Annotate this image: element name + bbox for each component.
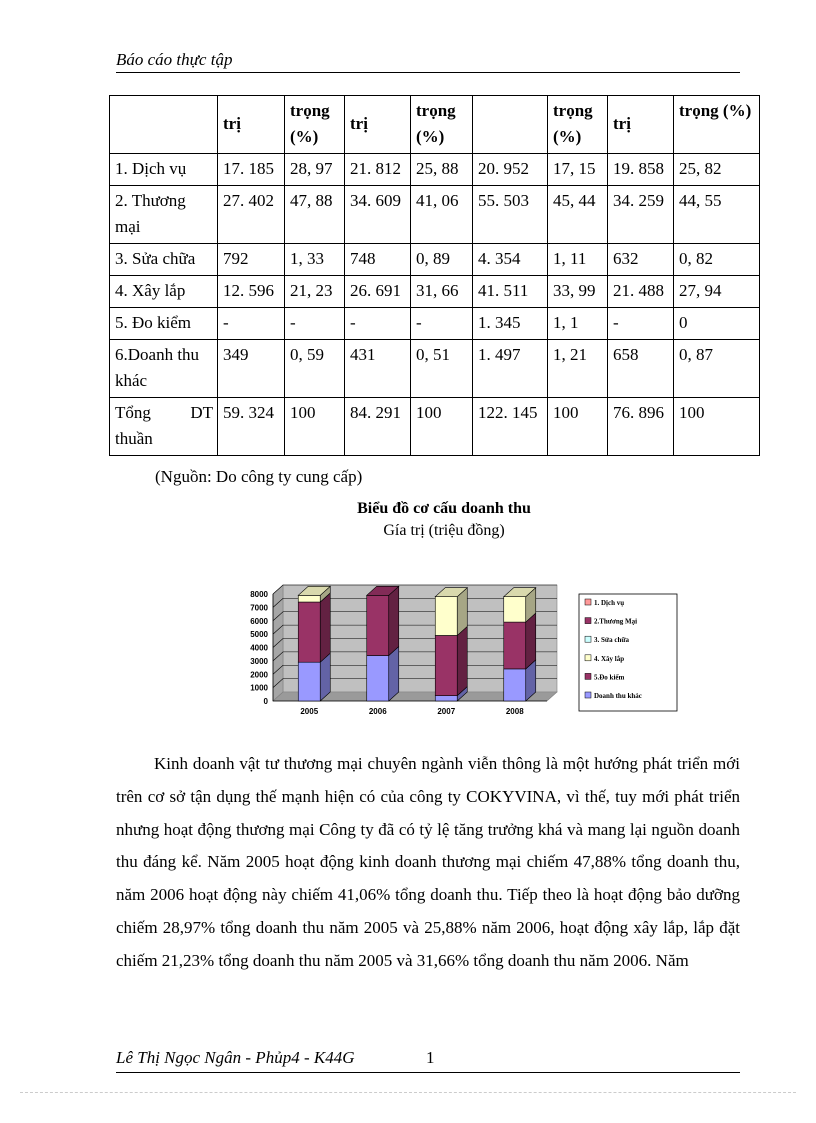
value-cell: 0, 51 xyxy=(411,340,473,398)
header-cell: trọng (%) xyxy=(548,96,608,154)
row-label-cell: Tổng DT thuần xyxy=(110,398,218,456)
header-cell: trị xyxy=(218,96,285,154)
chart-title: Biểu đồ cơ cấu doanh thu xyxy=(357,500,531,517)
source-note: (Nguồn: Do công ty cung cấp) xyxy=(155,467,363,486)
legend-swatch xyxy=(585,636,591,642)
header-cell xyxy=(473,96,548,154)
body-text xyxy=(116,748,740,978)
bar-segment-side xyxy=(389,586,399,655)
bar-segment xyxy=(367,595,389,655)
bar-segment xyxy=(298,595,320,602)
value-cell: 59. 324 xyxy=(218,398,285,456)
bar-segment-side xyxy=(389,647,399,701)
value-cell: 41, 06 xyxy=(411,186,473,244)
value-cell: - xyxy=(345,308,411,340)
table-row xyxy=(110,398,760,456)
value-cell: 1. 345 xyxy=(473,308,548,340)
footer-author: Lê Thị Ngọc Ngân - Phủp4 - K44G xyxy=(116,1048,355,1067)
bar-segment xyxy=(367,656,389,701)
bar-segment xyxy=(298,662,320,701)
chart-subtitle: Gía trị (triệu đồng) xyxy=(383,522,505,539)
header-cell: trọng (%) xyxy=(411,96,473,154)
page-footer xyxy=(116,1048,740,1073)
value-cell: - xyxy=(285,308,345,340)
value-cell: - xyxy=(218,308,285,340)
revenue-structure-chart xyxy=(237,580,682,725)
value-cell: 0, 89 xyxy=(411,244,473,276)
table-row xyxy=(110,244,760,276)
table-row xyxy=(110,340,760,398)
value-cell: 100 xyxy=(411,398,473,456)
value-cell: 1, 33 xyxy=(285,244,345,276)
value-cell: 25, 82 xyxy=(674,154,760,186)
row-label-cell: 4. Xây lắp xyxy=(110,276,218,308)
legend-swatch xyxy=(585,673,591,679)
header-cell: trị xyxy=(345,96,411,154)
x-tick-label: 2007 xyxy=(437,707,456,716)
value-cell: 21. 812 xyxy=(345,154,411,186)
y-tick-label: 4000 xyxy=(250,643,268,653)
bar-segment xyxy=(435,635,457,695)
value-cell: 44, 55 xyxy=(674,186,760,244)
y-tick-label: 6000 xyxy=(250,616,268,626)
value-cell: 28, 97 xyxy=(285,154,345,186)
value-cell: 47, 88 xyxy=(285,186,345,244)
value-cell: 31, 66 xyxy=(411,276,473,308)
value-cell: 1. 497 xyxy=(473,340,548,398)
row-label-cell: 6.Doanh thu khác xyxy=(110,340,218,398)
value-cell: 349 xyxy=(218,340,285,398)
row-label-cell: 5. Đo kiểm xyxy=(110,308,218,340)
legend-label: Doanh thu khác xyxy=(594,692,642,700)
page-edge-divider xyxy=(20,1092,796,1093)
header-cell xyxy=(110,96,218,154)
legend-label: 1. Dịch vụ xyxy=(594,599,625,607)
y-tick-label: 8000 xyxy=(250,590,268,599)
table-body xyxy=(110,154,760,456)
value-cell: 26. 691 xyxy=(345,276,411,308)
value-cell: 21. 488 xyxy=(608,276,674,308)
value-cell: 748 xyxy=(345,244,411,276)
legend-swatch xyxy=(585,599,591,605)
chart-svg xyxy=(237,580,682,725)
page-number: 1 xyxy=(426,1048,435,1067)
table-row xyxy=(110,308,760,340)
value-cell: 658 xyxy=(608,340,674,398)
value-cell: 12. 596 xyxy=(218,276,285,308)
legend-swatch xyxy=(585,692,591,698)
table-row xyxy=(110,154,760,186)
value-cell: 17. 185 xyxy=(218,154,285,186)
table-row xyxy=(110,276,760,308)
page-header xyxy=(116,48,740,73)
legend-label: 3. Sửa chữa xyxy=(594,636,630,645)
value-cell: 76. 896 xyxy=(608,398,674,456)
y-tick-label: 0 xyxy=(263,697,268,706)
value-cell: 34. 259 xyxy=(608,186,674,244)
legend-label: 4. Xây lắp xyxy=(594,654,625,663)
value-cell: 25, 88 xyxy=(411,154,473,186)
header-title: Báo cáo thực tập xyxy=(116,50,233,69)
value-cell: 84. 291 xyxy=(345,398,411,456)
legend-swatch xyxy=(585,655,591,661)
bar-segment-side xyxy=(457,626,467,695)
value-cell: - xyxy=(411,308,473,340)
legend-label: 2.Thương Mại xyxy=(594,617,638,626)
value-cell: 19. 858 xyxy=(608,154,674,186)
x-tick-label: 2005 xyxy=(300,707,319,716)
value-cell: 34. 609 xyxy=(345,186,411,244)
value-cell: - xyxy=(608,308,674,340)
row-label-cell: 1. Dịch vụ xyxy=(110,154,218,186)
value-cell: 41. 511 xyxy=(473,276,548,308)
x-tick-label: 2006 xyxy=(368,707,387,716)
x-tick-label: 2008 xyxy=(505,707,524,716)
header-cell: trọng (%) xyxy=(674,96,760,154)
value-cell: 20. 952 xyxy=(473,154,548,186)
row-label-cell: 3. Sửa chữa xyxy=(110,244,218,276)
value-cell: 21, 23 xyxy=(285,276,345,308)
header-cell: trị xyxy=(608,96,674,154)
value-cell: 27, 94 xyxy=(674,276,760,308)
value-cell: 17, 15 xyxy=(548,154,608,186)
value-cell: 0, 87 xyxy=(674,340,760,398)
bar-segment-side xyxy=(320,593,330,662)
y-tick-label: 1000 xyxy=(250,683,268,693)
legend-swatch xyxy=(585,618,591,624)
value-cell: 792 xyxy=(218,244,285,276)
value-cell: 0, 82 xyxy=(674,244,760,276)
y-tick-label: 2000 xyxy=(250,670,268,680)
value-cell: 4. 354 xyxy=(473,244,548,276)
value-cell: 1, 21 xyxy=(548,340,608,398)
y-tick-label: 3000 xyxy=(250,656,268,666)
value-cell: 0, 59 xyxy=(285,340,345,398)
bar-segment xyxy=(298,602,320,662)
table-row xyxy=(110,186,760,244)
bar-segment xyxy=(435,597,457,636)
value-cell: 431 xyxy=(345,340,411,398)
legend-label: 5.Đo kiểm xyxy=(594,673,625,682)
bar-segment-side xyxy=(526,613,536,669)
bar-segment xyxy=(435,696,457,701)
value-cell: 632 xyxy=(608,244,674,276)
value-cell: 27. 402 xyxy=(218,186,285,244)
value-cell: 1, 11 xyxy=(548,244,608,276)
value-cell: 100 xyxy=(674,398,760,456)
table-header-row xyxy=(110,96,760,154)
y-tick-label: 5000 xyxy=(250,630,268,640)
row-label-cell: 2. Thương mại xyxy=(110,186,218,244)
y-tick-label: 7000 xyxy=(250,603,268,613)
value-cell: 122. 145 xyxy=(473,398,548,456)
bar-segment xyxy=(504,622,526,669)
value-cell: 0 xyxy=(674,308,760,340)
value-cell: 100 xyxy=(548,398,608,456)
bar-segment xyxy=(504,669,526,701)
body-paragraph: Kinh doanh vật tư thương mại chuyên ngành viễn thông là một hướng phát triển mới trên cơ sở tận dụng thế mạnh hiện có của công ty COKYVINA, vì thế, tuy mới phát triển nhưng hoạt động thương mại Công ty đã có tỷ lệ tăng trưởng khá và mang lại nguồn doanh thu đáng kể. Năm 2005 hoạt động kinh doanh thương mại chiếm 47,88% tổng doanh thu, năm 2006 hoạt động này chiếm 41,06% tổng doanh thu. Tiếp theo là hoạt động bảo dưỡng chiếm 28,97% tổng doanh thu năm 2005 và 25,88% năm 2006, hoạt động xây lắp, lắp đặt chiếm 21,23% tổng doanh thu năm 2005 và 31,66% tổng doanh thu năm 2006. Năm xyxy=(116,754,740,970)
value-cell: 45, 44 xyxy=(548,186,608,244)
value-cell: 100 xyxy=(285,398,345,456)
bar-segment xyxy=(504,597,526,622)
value-cell: 33, 99 xyxy=(548,276,608,308)
value-cell: 1, 1 xyxy=(548,308,608,340)
header-cell: trọng (%) xyxy=(285,96,345,154)
revenue-table xyxy=(109,95,760,456)
value-cell: 55. 503 xyxy=(473,186,548,244)
